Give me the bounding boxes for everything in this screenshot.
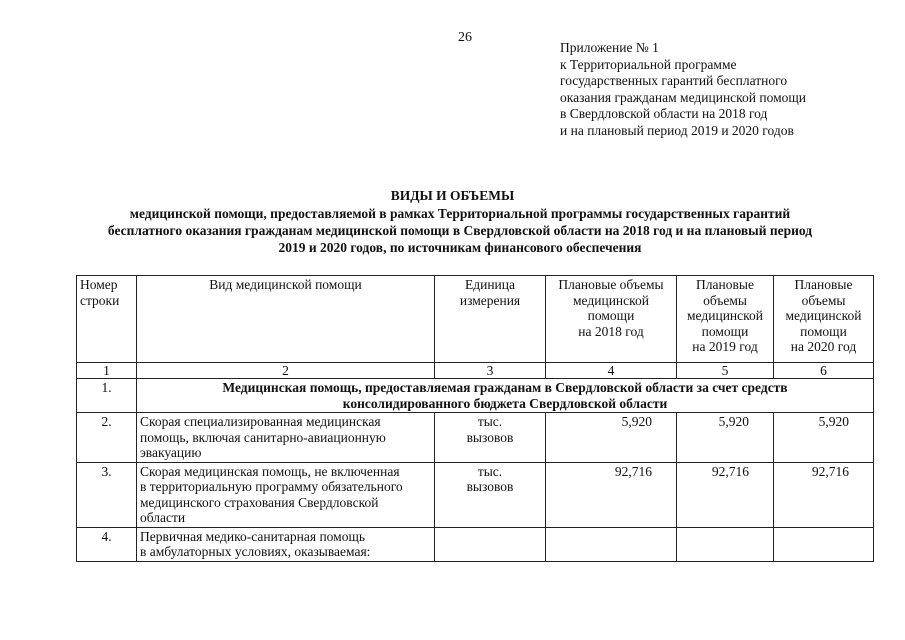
column-number: 1 xyxy=(77,363,137,379)
volume-2019-cell xyxy=(677,527,774,561)
care-type-cell: Скорая специализированная медицинская помощь, включая санитарно-авиационную эвакуацию xyxy=(137,413,435,463)
volume-2019-cell: 92,716 xyxy=(677,462,774,527)
header-unit: Единица измерения xyxy=(435,276,546,363)
subtitle-line: медицинской помощи, предоставляемой в рамках Территориальной программы государственных гарантий xyxy=(129,206,791,221)
column-number: 4 xyxy=(546,363,677,379)
column-number: 6 xyxy=(774,363,874,379)
row-number: 1. xyxy=(77,379,137,413)
header-volume-2020: Плановые объемы медицинской помощи на 2020 год xyxy=(774,276,874,363)
table-row xyxy=(77,413,874,463)
header-care-type: Вид медицинской помощи xyxy=(137,276,435,363)
section-title: Медицинская помощь, предоставляемая гражданам в Свердловской области за счет средств консолидированного бюджета Свердловской области xyxy=(137,379,874,413)
annex-line: к Территориальной программе xyxy=(560,56,737,72)
header-row-number: Номер строки xyxy=(77,276,137,363)
column-number: 5 xyxy=(677,363,774,379)
unit-cell: тыс. вызовов xyxy=(435,462,546,527)
care-type-cell: Скорая медицинская помощь, не включенная в территориальную программу обязательного медицинского страхования Свердловской области xyxy=(137,462,435,527)
column-number: 3 xyxy=(435,363,546,379)
subtitle-line: бесплатного оказания гражданам медицинской помощи в Свердловской области на 2018 год и на плановый период xyxy=(107,223,813,238)
document-title: ВИДЫ И ОБЪЕМЫ xyxy=(390,188,515,203)
volume-2018-cell xyxy=(546,527,677,561)
volume-2018-cell: 92,716 xyxy=(546,462,677,527)
header-volume-2018: Плановые объемы медицинской помощи на 2018 год xyxy=(546,276,677,363)
volumes-table xyxy=(76,275,874,562)
subtitle-line: 2019 и 2020 годов, по источникам финансового обеспечения xyxy=(278,240,642,255)
annex-line: Приложение № 1 xyxy=(560,40,659,55)
volume-2020-cell xyxy=(774,527,874,561)
annex-line: в Свердловской области на 2018 год xyxy=(560,106,768,121)
row-number: 3. xyxy=(77,462,137,527)
unit-cell xyxy=(435,527,546,561)
care-type-cell: Первичная медико-санитарная помощь в амбулаторных условиях, оказываемая: xyxy=(137,527,435,561)
volume-2019-cell: 5,920 xyxy=(677,413,774,463)
table-header-row xyxy=(77,276,874,363)
column-numbers-row xyxy=(77,363,874,379)
annex-line: и на плановый период 2019 и 2020 годов xyxy=(560,122,794,138)
row-number: 4. xyxy=(77,527,137,561)
volume-2020-cell: 92,716 xyxy=(774,462,874,527)
annex-line: государственных гарантий бесплатного xyxy=(560,73,788,88)
row-number: 2. xyxy=(77,413,137,463)
annex-line: оказания гражданам медицинской помощи xyxy=(560,89,807,105)
unit-cell: тыс. вызовов xyxy=(435,413,546,463)
volume-2020-cell: 5,920 xyxy=(774,413,874,463)
table-row xyxy=(77,527,874,561)
annex-header xyxy=(560,40,806,139)
document-subtitle xyxy=(60,205,860,256)
header-volume-2019: Плановые объемы медицинской помощи на 2019 год xyxy=(677,276,774,363)
column-number: 2 xyxy=(137,363,435,379)
table-section-row xyxy=(77,379,874,413)
table-row xyxy=(77,462,874,527)
page-number: 26 xyxy=(458,30,472,45)
volume-2018-cell: 5,920 xyxy=(546,413,677,463)
